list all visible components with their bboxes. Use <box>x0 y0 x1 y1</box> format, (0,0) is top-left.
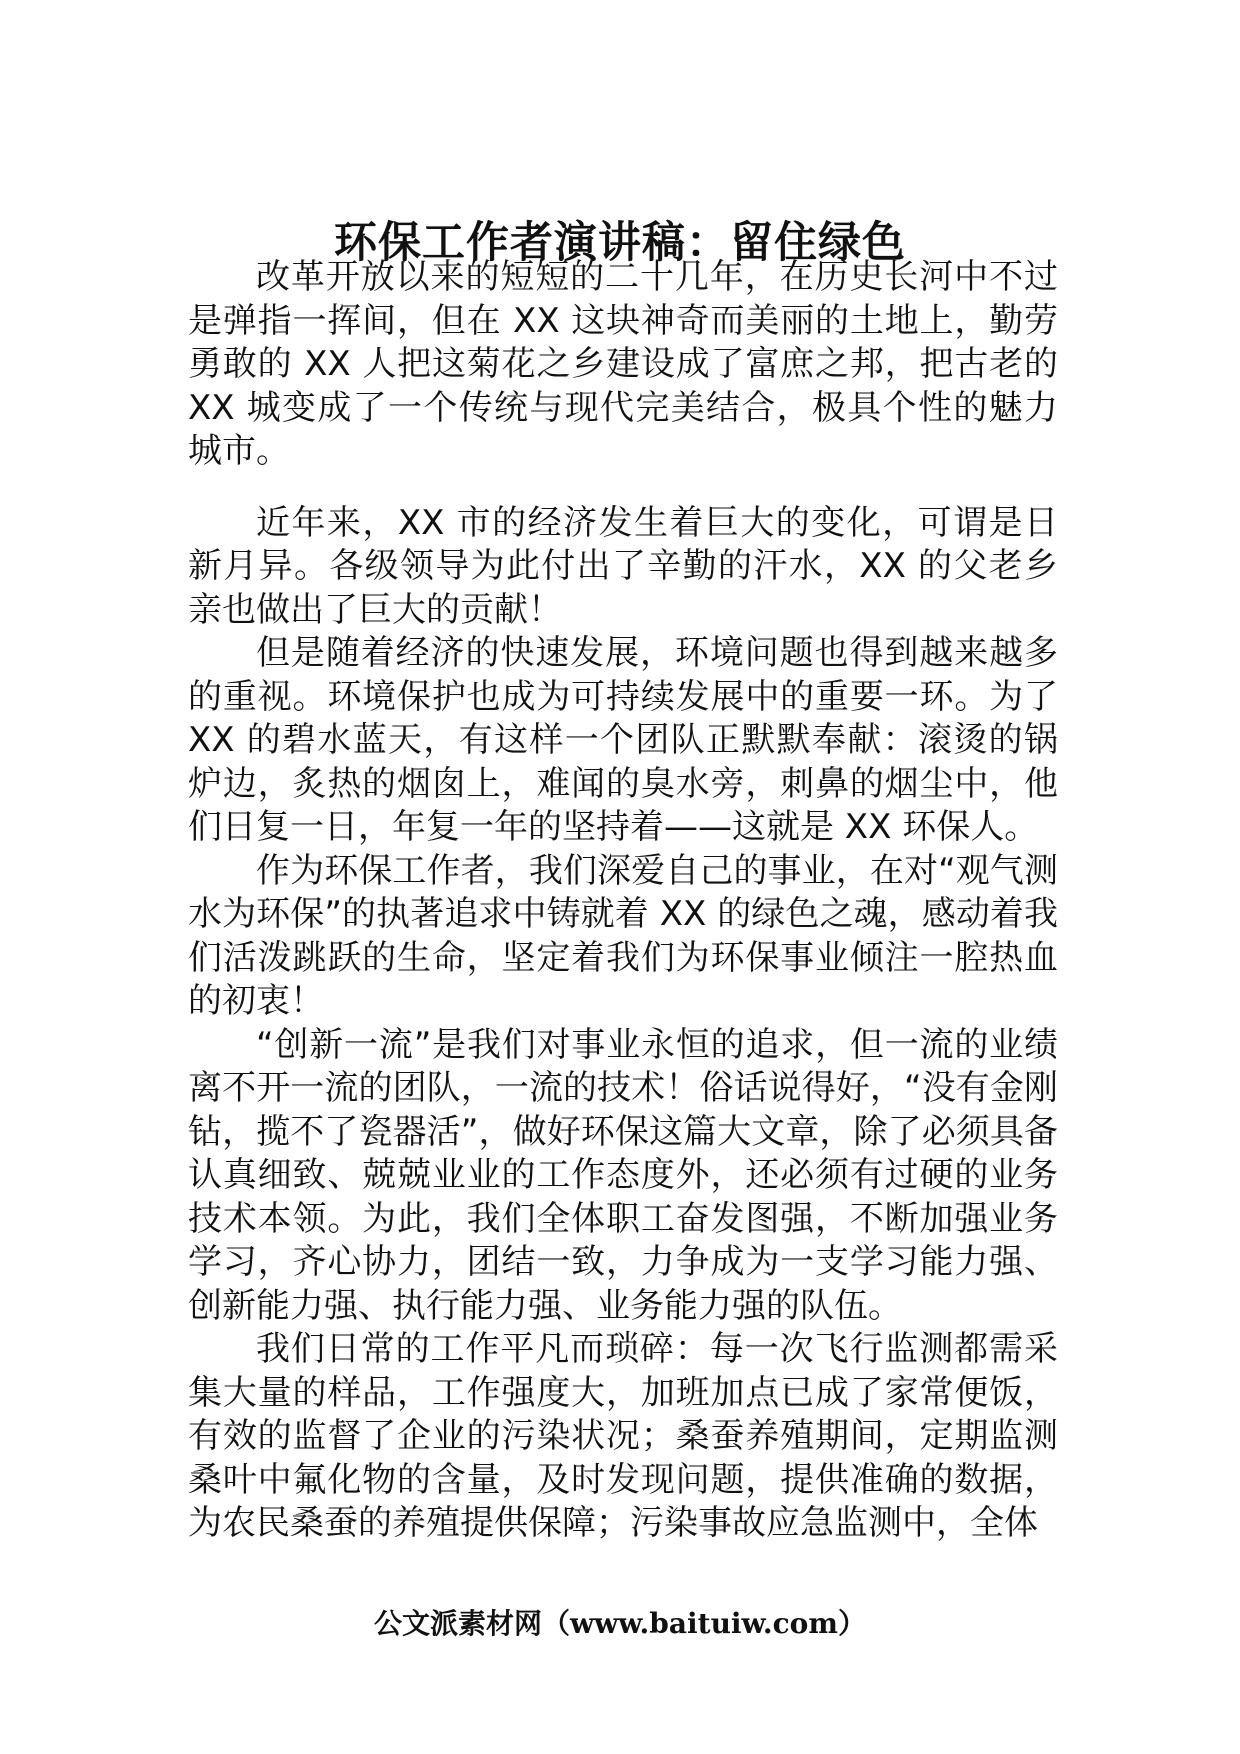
paragraph: 我们日常的工作平凡而琐碎：每一次飞行监测都需采集大量的样品，工作强度大，加班加点已成了家常便饭，有效的监督了企业的污染状况；桑蚕养殖期间，定期监测桑叶中氟化物的含量，及时发现问题，提供准确的数据，为农民桑蚕的养殖提供保障；污染事故应急监测中，全体 <box>188 1329 1058 1543</box>
document-title: 环保工作者演讲稿：留住绿色 <box>334 217 906 268</box>
footer-watermark: 公文派素材网（www.baituiw.com） <box>374 1607 866 1640</box>
paragraph: 改革开放以来的短短的二十几年，在历史长河中不过是弹指一挥间，但在 XX 这块神奇而美丽的土地上，勤劳勇敢的 XX 人把这菊花之乡建设成了富庶之邦，把古老的 XX 城变成了一个传统与现代完美结合，极具个性的魅力城市。 <box>188 257 1058 471</box>
paragraph: 但是随着经济的快速发展，环境问题也得到越来越多的重视。环境保护也成为可持续发展中的重要一环。为了 XX 的碧水蓝天，有这样一个团队正默默奉献：滚烫的锅炉边，炙热的烟囱上，难闻的臭水旁，刺鼻的烟尘中，他们日复一日，年复一年的坚持着——这就是 XX 环保人。 <box>188 633 1058 847</box>
paragraph: 近年来，XX 市的经济发生着巨大的变化，可谓是日新月异。各级领导为此付出了辛勤的汗水，XX 的父老乡亲也做出了巨大的贡献！ <box>188 502 1058 630</box>
paragraph: “创新一流”是我们对事业永恒的追求，但一流的业绩离不开一流的团队，一流的技术！俗话说得好，“没有金刚钻，揽不了瓷器活”，做好环保这篇大文章，除了必须具备认真细致、兢兢业业的工作态度外，还必须有过硬的业务技术本领。为此，我们全体职工奋发图强，不断加强业务学习，齐心协力，团结一致，力争成为一支学习能力强、创新能力强、执行能力强、业务能力强的队伍。 <box>188 1024 1058 1326</box>
paragraph: 作为环保工作者，我们深爱自己的事业，在对“观气测水为环保”的执著追求中铸就着 XX 的绿色之魂，感动着我们活泼跳跃的生命，坚定着我们为环保事业倾注一腔热血的初衷！ <box>188 850 1058 1021</box>
document-body <box>188 256 1058 1546</box>
